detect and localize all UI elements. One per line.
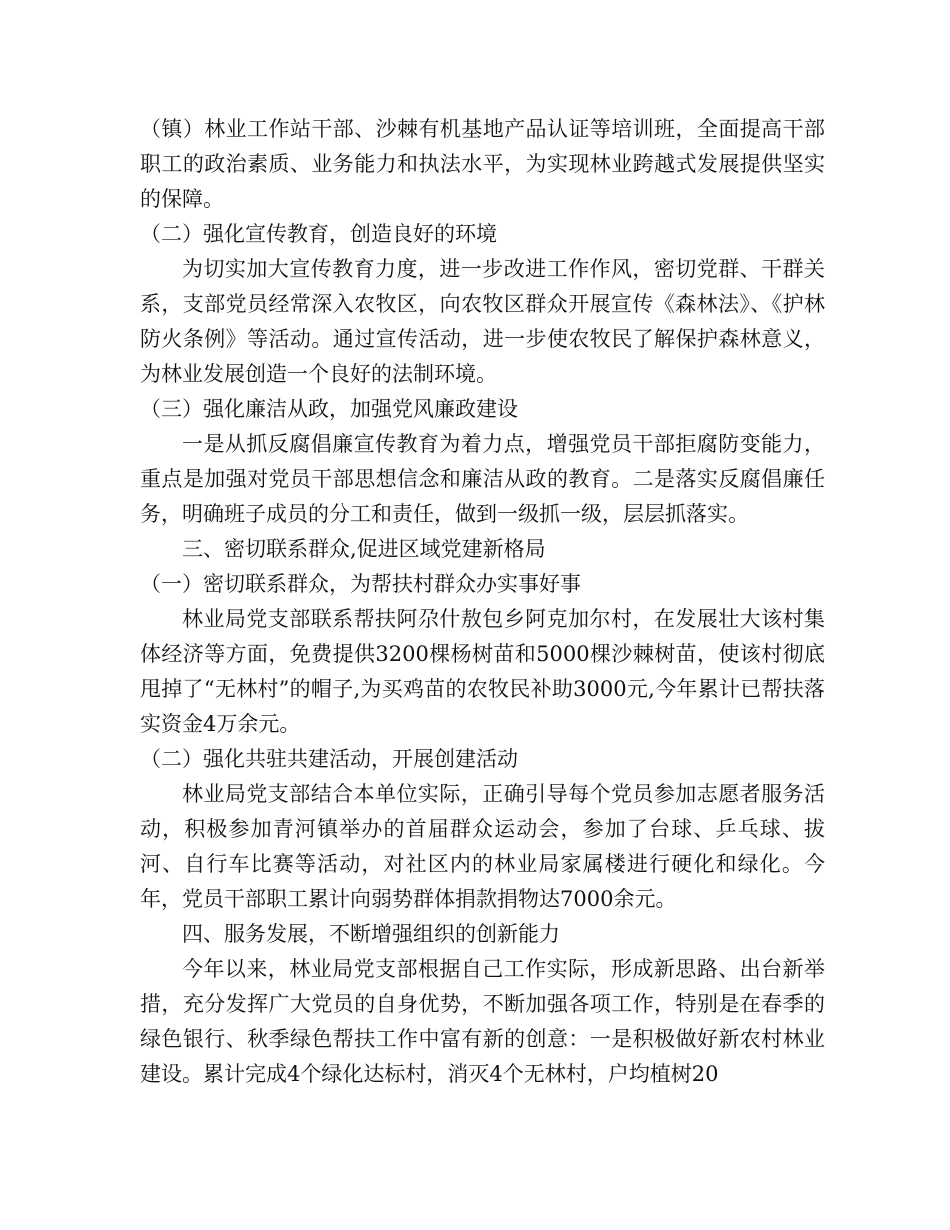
section-heading-innovation: 四、服务发展，不断增强组织的创新能力 bbox=[182, 922, 560, 946]
paragraph-innovation: 今年以来，林业局党支部根据自己工作实际，形成新思路、出台新举措，充分发挥广大党员的自身优势，不断加强各项工作，特别是在春季的绿色银行、秋季绿色帮扶工作中富有新的创意：一是积极做好新农村林业建设。累计完成4个绿化达标村，消灭4个无林村，户均植树20 bbox=[140, 957, 825, 1086]
paragraph-training: （镇）林业工作站干部、沙棘有机基地产品认证等培训班，全面提高干部职工的政治素质、业务能力和执法水平，为实现林业跨越式发展提供坚实的保障。 bbox=[140, 117, 825, 211]
subheading-integrity: （三）强化廉洁从政，加强党风廉政建设 bbox=[140, 397, 518, 421]
paragraph-co-building: 林业局党支部结合本单位实际，正确引导每个党员参加志愿者服务活动，积极参加青河镇举办的首届群众运动会，参加了台球、乒乓球、拔河、自行车比赛等活动，对社区内的林业局家属楼进行硬化和绿化。今年，党员干部职工累计向弱势群体捐款捐物达7000余元。 bbox=[140, 782, 825, 911]
subheading-help-village: （一）密切联系群众，为帮扶村群众办实事好事 bbox=[140, 572, 581, 596]
document-body bbox=[140, 112, 825, 1092]
paragraph-help-village: 林业局党支部联系帮扶阿尕什敖包乡阿克加尔村，在发展壮大该村集体经济等方面，免费提供3200棵杨树苗和5000棵沙棘树苗，使该村彻底甩掉了“无林村”的帽子,为买鸡苗的农牧民补助3000元,今年累计已帮扶落实资金4万余元。 bbox=[140, 607, 825, 736]
paragraph-integrity: 一是从抓反腐倡廉宣传教育为着力点，增强党员干部拒腐防变能力，重点是加强对党员干部思想信念和廉洁从政的教育。二是落实反腐倡廉任务，明确班子成员的分工和责任，做到一级抓一级，层层抓落实。 bbox=[140, 432, 825, 526]
paragraph-publicity: 为切实加大宣传教育力度，进一步改进工作作风，密切党群、干群关系，支部党员经常深入农牧区，向农牧区群众开展宣传《森林法》、《护林防火条例》等活动。通过宣传活动，进一步使农牧民了解保护森林意义，为林业发展创造一个良好的法制环境。 bbox=[140, 257, 825, 386]
section-heading-masses: 三、密切联系群众,促进区域党建新格局 bbox=[182, 537, 546, 561]
subheading-co-building: （二）强化共驻共建活动，开展创建活动 bbox=[140, 747, 518, 771]
subheading-publicity: （二）强化宣传教育，创造良好的环境 bbox=[140, 222, 497, 246]
